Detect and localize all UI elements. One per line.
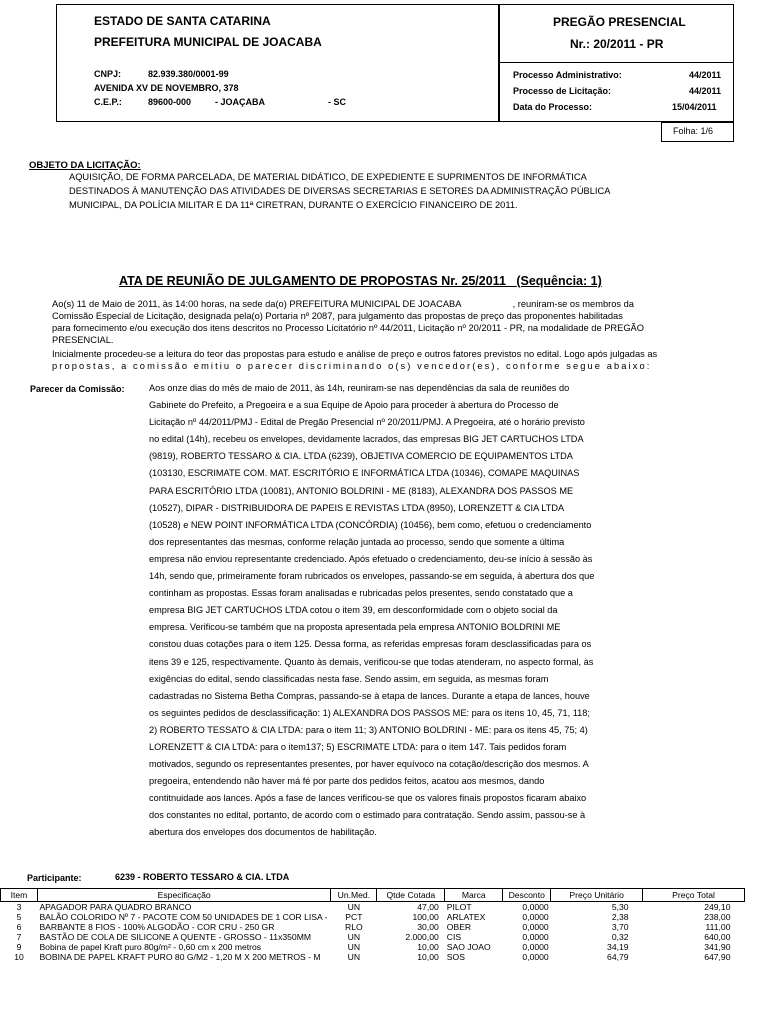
cell-desconto: 0,0000 xyxy=(522,912,549,922)
cell-qtde: 30,00 xyxy=(417,922,439,932)
parecer-line: no edital (14h), recebeu os envelopes, devidamente lacrados, das empresas BIG JET CARTUCHOS LTDA xyxy=(149,434,584,445)
cell-qtde: 10,00 xyxy=(417,942,439,952)
cell-unit-price: 0,32 xyxy=(611,932,629,942)
parecer-line: empresa BIG JET CARTUCHOS LTDA cotou o item 39, em desconformidade com o objeto social da xyxy=(149,605,558,616)
parecer-line: exigências do edital, sendo classificadas nesta fase. Sendo assim, em seguida, as mesmas foram xyxy=(149,673,549,684)
cell-total-price: 640,00 xyxy=(704,932,731,942)
cell-desconto: 0,0000 xyxy=(522,952,549,962)
objeto-line-3: MUNICIPAL, DA POLÍCIA MILITAR E DA 11ª CIRETRAN, DURANTE O EXERCÍCIO FINANCEIRO DE 2011. xyxy=(69,200,518,210)
parecer-line: pregoeira, entendendo não haver má fé por parte dos pedidos feitos, acatou aos mesmos, dando xyxy=(149,776,545,787)
parecer-text xyxy=(149,380,709,842)
col-header-spec: Especificação xyxy=(37,889,330,902)
cell-total-price: 249,10 xyxy=(704,902,731,912)
cell-unit-price: 3,70 xyxy=(611,922,629,932)
cell-qtde: 2.000,00 xyxy=(405,932,439,942)
cnpj-value: 82.939.380/0001-99 xyxy=(148,69,229,79)
table-row xyxy=(1,912,745,922)
col-header-marca: Marca xyxy=(445,889,503,902)
cell-total-price: 341,90 xyxy=(704,942,731,952)
city: - JOAÇABA xyxy=(215,97,266,107)
cell-marca: OBER xyxy=(446,922,472,932)
participante-value: 6239 - ROBERTO TESSARO & CIA. LTDA xyxy=(115,872,290,882)
cell-marca: PILOT xyxy=(446,902,472,912)
cell-marca: SAO JOAO xyxy=(446,942,491,952)
parecer-line: empresa. Verificou-se também que na proposta apresentada pela empresa ANTONIO BOLDRINI ME xyxy=(149,622,561,633)
participante-label: Participante: xyxy=(27,873,82,883)
cep-label: C.E.P.: xyxy=(94,97,122,107)
cell-unit-price: 2,38 xyxy=(611,912,629,922)
col-header-desconto: Desconto xyxy=(503,889,551,902)
cell-qtde: 47,00 xyxy=(417,902,439,912)
cell-spec: APAGADOR PARA QUADRO BRANCO xyxy=(39,902,192,912)
parecer-line: dos representantes das mesmas, conforme relação juntada ao processo, sendo que somente a última xyxy=(149,536,565,547)
cell-total-price: 238,00 xyxy=(704,912,731,922)
parecer-line: itens 39 e 125, respectivamente. Quanto às demais, verificou-se que todas atenderam, no aspecto formal, às xyxy=(149,656,594,667)
cell-un: UN xyxy=(347,932,361,942)
modality: PREGÃO PRESENCIAL xyxy=(553,15,686,29)
cell-un: UN xyxy=(347,902,361,912)
objeto-title: OBJETO DA LICITAÇÃO: xyxy=(29,160,141,171)
ata-intro-line-6: propostas, a comissão emitiu o parecer discriminando o(s) vencedor(es), conforme segue abaixo: xyxy=(52,361,652,371)
cell-qtde: 100,00 xyxy=(412,912,439,922)
cell-desconto: 0,0000 xyxy=(522,932,549,942)
cell-spec: BARBANTE 8 FIOS - 100% ALGODÃO - COR CRU - 250 GR xyxy=(39,922,275,932)
cell-item: 3 xyxy=(16,902,22,912)
cep-value: 89600-000 xyxy=(148,97,192,107)
proc-lic-value: 44/2011 xyxy=(689,86,722,96)
col-header-qtde: Qtde Cotada xyxy=(377,889,445,902)
parecer-line: empresa não enviou representante credenciado. Após efetuado o credenciamento, deu-se início à sessão às xyxy=(149,553,593,564)
col-header-total-price: Preço Total xyxy=(643,889,745,902)
parecer-label: Parecer da Comissão: xyxy=(30,384,125,394)
cell-unit-price: 5,30 xyxy=(611,902,629,912)
cell-marca: CIS xyxy=(446,932,462,942)
cell-marca: SOS xyxy=(446,952,465,962)
parecer-line: Aos onze dias do mês de maio de 2011, às 14h, reuniram-se nas dependências da sala de reuniões do xyxy=(149,383,570,393)
parecer-line: (103130, ESCRIMATE COM. MAT. ESCRITÓRIO E INFORMÁTICA LTDA (10346), COMAPE MAQUINAS xyxy=(149,468,580,479)
data-value: 15/04/2011 xyxy=(672,102,717,112)
cell-un: UN xyxy=(347,942,361,952)
parecer-line: Gabinete do Prefeito, a Pregoeira e a sua Equipe de Apoio para proceder à abertura do Processo de xyxy=(149,400,559,411)
parecer-line: cadastradas no Sistema Betha Compras, passando-se à etapa de lances. Durante a etapa de lances, houve xyxy=(149,690,590,701)
parecer-line: 2) ROBERTO TESSATO & CIA LTDA: para o item 11; 3) ANTONIO BOLDRINI - ME: para os itens 45, 75; 4) xyxy=(149,724,588,735)
table-row xyxy=(1,902,745,913)
data-label: Data do Processo: xyxy=(513,102,593,112)
items-table xyxy=(0,888,745,962)
municipality-name: PREFEITURA MUNICIPAL DE JOACABA xyxy=(94,35,322,49)
uf: - SC xyxy=(328,97,346,107)
cell-un: PCT xyxy=(345,912,363,922)
ata-title-text: ATA DE REUNIÃO DE JULGAMENTO DE PROPOSTAS Nr. 25/2011 xyxy=(119,274,506,288)
parecer-line: (10527), DIPAR - DISTRIBUIDORA DE PAPEIS E REVISTAS LTDA (8950), LORENZETT & CIA LTDA xyxy=(149,502,565,513)
col-header-item: Item xyxy=(1,889,38,902)
cell-item: 10 xyxy=(14,952,24,962)
table-row xyxy=(1,932,745,942)
cell-qtde: 10,00 xyxy=(417,952,439,962)
cell-item: 9 xyxy=(16,942,22,952)
cell-total-price: 647,90 xyxy=(704,952,731,962)
ata-intro-line-1: Ao(s) 11 de Maio de 2011, às 14:00 horas, na sede da(o) PREFEITURA MUNICIPAL DE JOACABA , reuniram-se os membros da xyxy=(52,299,634,309)
ata-sequence: (Sequência: 1) xyxy=(516,274,602,288)
ata-intro-line-4: PRESENCIAL. xyxy=(52,335,114,345)
parecer-line: contitnuidade aos lances. Após a fase de lances verificou-se que os valores finais propostos ficaram abaixo xyxy=(149,793,587,804)
parecer-line: constou duas cotações para o item 125. Dessa forma, as referidas empresas foram desclassificadas para os xyxy=(149,639,592,650)
parecer-line: abertura dos envelopes dos documentos de habilitação. xyxy=(149,827,377,838)
state-name: ESTADO DE SANTA CATARINA xyxy=(94,14,271,28)
cell-item: 6 xyxy=(16,922,22,932)
parecer-line: (10528) e NEW POINT INFORMÁTICA LTDA (CONCÓRDIA) (10456), bem como, efetuou o credenciamento xyxy=(149,519,592,530)
parecer-line: Licitação nº 44/2011/PMJ - Edital de Pregão Presencial nº 20/2011/PMJ. A Pregoeira, até o horário previsto xyxy=(149,417,585,428)
parecer-line: LORENZETT & CIA LTDA: para o item137; 5) ESCRIMATE LTDA: para o item 147. Tais pedidos foram xyxy=(149,741,567,752)
table-row xyxy=(1,952,745,962)
ata-title xyxy=(119,274,602,288)
right-box-divider xyxy=(499,62,734,63)
cell-item: 7 xyxy=(16,932,22,942)
cell-spec: BALÃO COLORIDO Nº 7 - PACOTE COM 50 UNIDADES DE 1 COR LISA - xyxy=(39,912,328,922)
process-number: Nr.: 20/2011 - PR xyxy=(570,37,664,51)
proc-lic-label: Processo de Licitação: xyxy=(513,86,612,96)
cell-marca: ARLATEX xyxy=(446,912,486,922)
cell-desconto: 0,0000 xyxy=(522,942,549,952)
proc-adm-label: Processo Administrativo: xyxy=(513,70,622,80)
objeto-line-2: DESTINADOS À MANUTENÇÃO DAS ATIVIDADES DE DIVERSAS SECRETARIAS E SETORES DA ADMINISTRAÇÃO PÚBLICA xyxy=(69,186,611,196)
cell-spec: Bobina de papel Kraft puro 80g/m² - 0,60 cm x 200 metros xyxy=(39,942,262,952)
cnpj-label: CNPJ: xyxy=(94,69,122,79)
cell-desconto: 0,0000 xyxy=(522,922,549,932)
cell-desconto: 0,0000 xyxy=(522,902,549,912)
parecer-line: os seguintes pedidos de desclassificação: 1) ALEXANDRA DOS PASSOS ME: para os itens 10, 45, 71, 118; xyxy=(149,707,590,718)
cell-unit-price: 34,19 xyxy=(607,942,629,952)
cell-total-price: 111,00 xyxy=(705,922,731,932)
col-header-unit-price: Preço Unitário xyxy=(551,889,643,902)
ata-intro-line-2: Comissão Especial de Licitação, designada pela(o) Portaria nº 2087, para julgamento das propostas de preço das proponentes habilitadas xyxy=(52,311,623,321)
parecer-line: (9819), ROBERTO TESSARO & CIA. LTDA (6239), OBJETIVA COMERCIO DE EQUIPAMENTOS LTDA xyxy=(149,451,573,462)
col-header-un: Un.Med. xyxy=(331,889,377,902)
cell-un: RLO xyxy=(345,922,363,932)
table-row xyxy=(1,922,745,932)
table-header-row xyxy=(1,889,745,902)
parecer-line: 14h, sendo que, primeiramente foram rubricados os envelopes, passando-se em seguida, à abertura dos que xyxy=(149,571,595,582)
cell-unit-price: 64,79 xyxy=(607,952,629,962)
ata-intro-line-3: para fornecimento e/ou execução dos itens descritos no Processo Licitatório nº 44/2011, Licitação nº 20/2011 - PR, na modalidade de PREGÃO xyxy=(52,323,644,333)
objeto-line-1: AQUISIÇÃO, DE FORMA PARCELADA, DE MATERIAL DIDÁTICO, DE EXPEDIENTE E SUPRIMENTOS DE INFORMÁTICA xyxy=(69,172,587,182)
ata-intro-line-5: Inicialmente procedeu-se a leitura do teor das propostas para estudo e análise de preço e outros fatores previstos no edital. Logo após julgadas as xyxy=(52,349,658,359)
address: AVENIDA XV DE NOVEMBRO, 378 xyxy=(94,83,239,93)
cell-item: 5 xyxy=(16,912,22,922)
proc-adm-value: 44/2011 xyxy=(689,70,722,80)
parecer-line: motivados, segundo os representantes presentes, por haver equívoco na cotação/descrição dos mesmos. A xyxy=(149,759,589,770)
folha-label: Folha: 1/6 xyxy=(673,126,714,136)
cell-spec: BASTÃO DE COLA DE SILICONE A QUENTE - GROSSO - 11x350MM xyxy=(39,932,312,942)
parecer-line: dos constantes no edital, portanto, de acordo com o estimado para contratação. Sendo assim, passou-se à xyxy=(149,810,586,821)
table-row xyxy=(1,942,745,952)
cell-spec: BOBINA DE PAPEL KRAFT PURO 80 G/M2 - 1,20 M X 200 METROS - M xyxy=(39,952,321,962)
cell-un: UN xyxy=(347,952,361,962)
parecer-line: PARA ESCRITÓRIO LTDA (10081), ANTONIO BOLDRINI - ME (8183), ALEXANDRA DOS PASSOS ME xyxy=(149,485,574,496)
parecer-line: continham as propostas. Essas foram analisadas e rubricadas pelos presentes, sendo constatado que a xyxy=(149,588,573,599)
